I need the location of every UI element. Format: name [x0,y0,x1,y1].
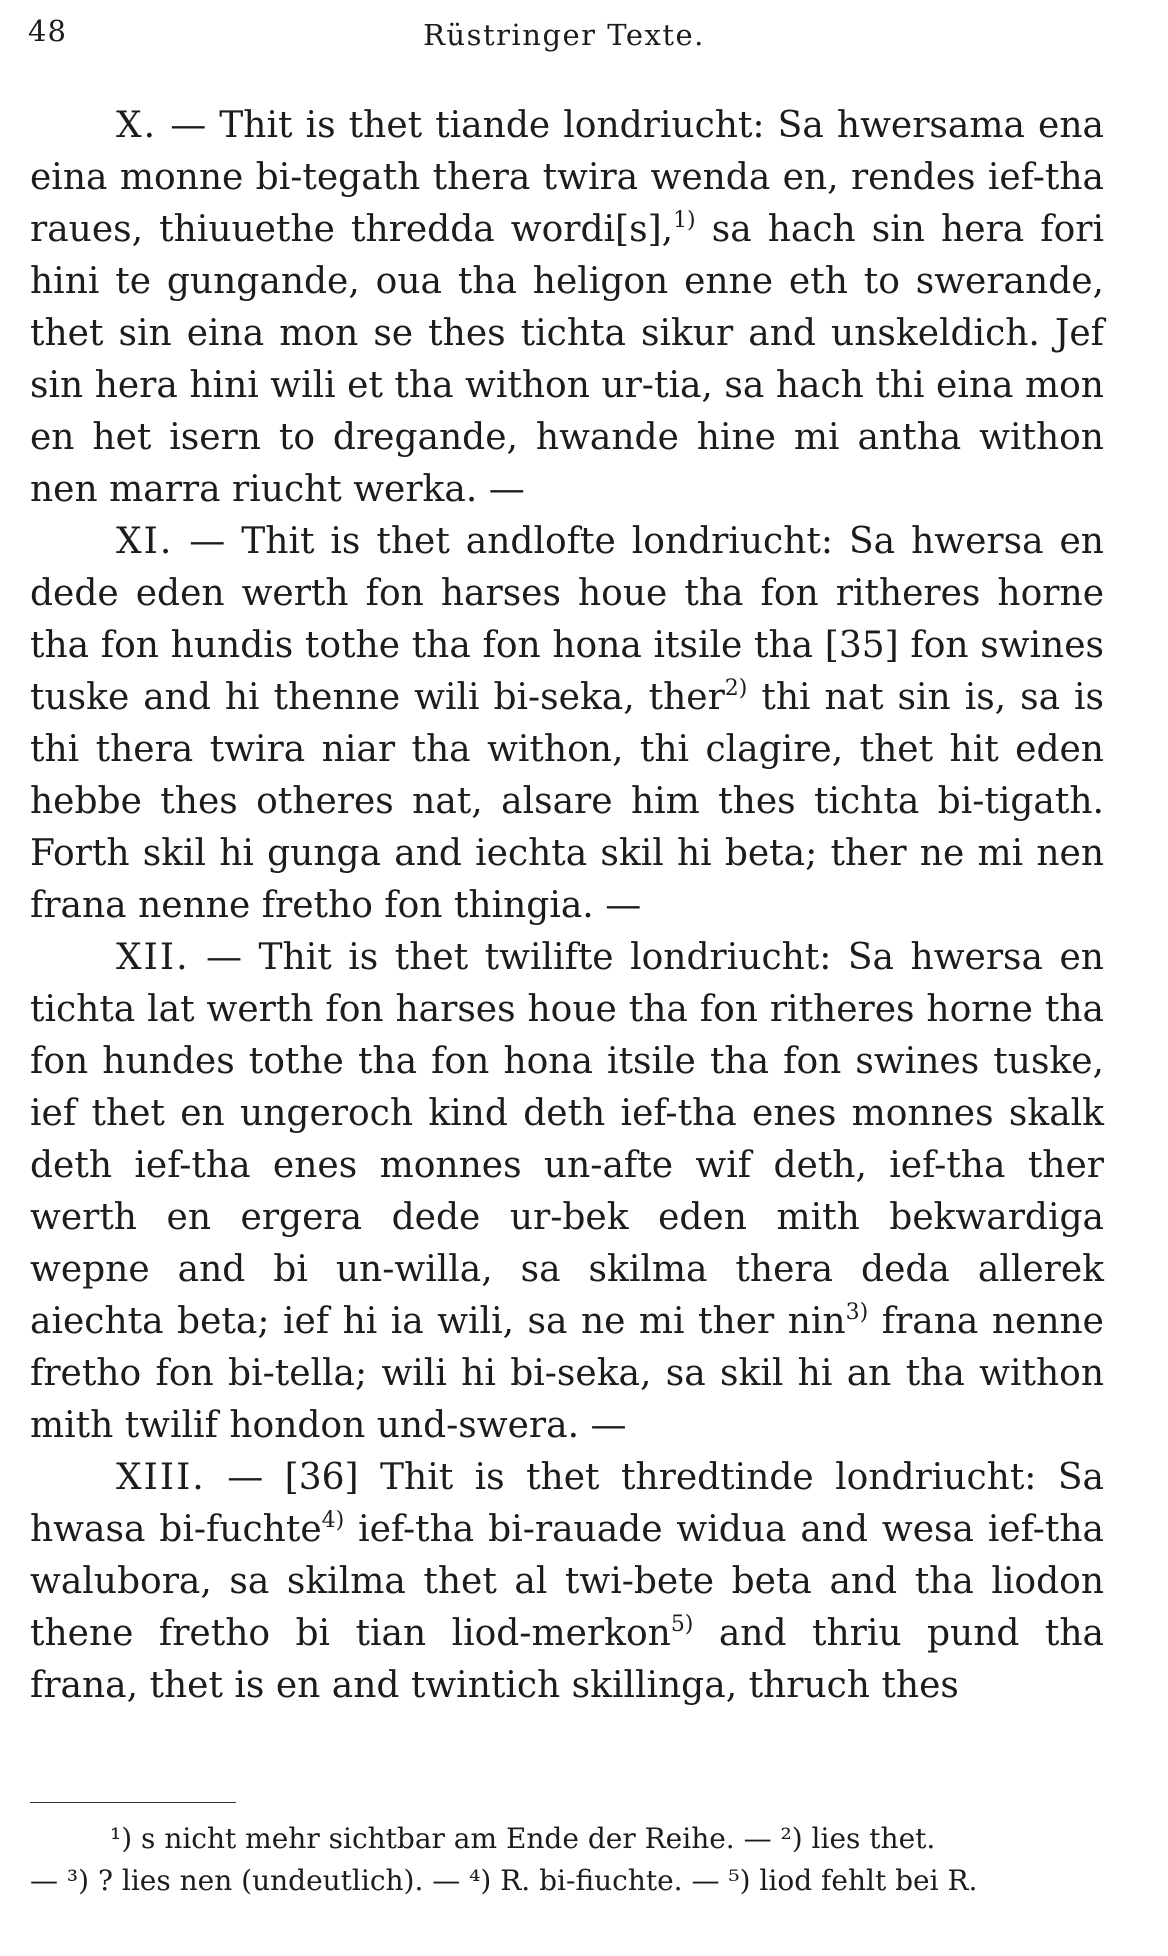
page-header [28,14,1100,54]
paragraph-text-continued: sa hach sin hera fori hini te gungande, oua tha heligon enne eth to swerande, thet sin eina mon se thes tichta sikur and unskeldich. Jef sin hera hini wili et tha withon ur-tia, sa hach thi eina mon en het isern to dregande, hwande hine mi antha withon nen marra riucht werka. — [30,209,1104,510]
footnote-mark: 4) [321,1508,345,1533]
footnotes [30,1818,1104,1902]
section-number: XII. [116,937,190,978]
paragraph-xii [30,932,1104,1452]
paragraph-text-continued: ief-tha bi-rauade widua and wesa ief-tha walubora, sa skilma thet al twi-bete beta and tha liodon thene fretho bi tian liod-merkon [30,1509,1104,1654]
paragraph-text: — Thit is thet tiande londriucht: Sa hwersama ena eina monne bi-tegath thera twira wenda en, rendes ief-tha raues, thiuuethe thredda wordi[s], [30,105,1104,250]
footnote-mark: 3) [845,1300,869,1325]
paragraph-text: — Thit is thet andlofte londriucht: Sa hwersa en dede eden werth fon harses houe tha fon ritheres horne tha fon hundis tothe tha fon hona itsile tha [35] fon swines tuske and hi thenne wili bi-seka, ther [30,521,1104,718]
footnote-divider [30,1802,236,1803]
paragraph-text-continued: and thriu pund tha frana, thet is en and twintich skillinga, thruch thes [30,1613,1105,1706]
paragraph-text-continued: frana nenne fretho fon bi-tella; wili hi bi-seka, sa skil hi an tha withon mith twilif hondon und-swera. — [30,1301,1104,1446]
footnote-mark: 1) [673,208,696,233]
page-number: 48 [28,14,67,48]
paragraph-xiii [30,1452,1104,1712]
running-title: Rüstringer Texte. [423,18,705,52]
footnote-mark: 5) [670,1612,694,1637]
paragraph-xi [30,516,1104,932]
paragraph-text: — Thit is thet twilifte londriucht: Sa hwersa en tichta lat werth fon harses houe tha fon ritheres horne tha fon hundes tothe tha fon hona itsile tha fon swines tuske, ief thet en ungeroch kind deth ief-tha enes monnes skalk deth ief-tha enes monnes un-afte wif deth, ief-tha ther werth en ergera dede ur-bek eden mith bekwardiga wepne and bi un-willa, sa skilma thera deda allerek aiechta beta; ief hi ia wili, sa ne mi ther nin [30,937,1104,1342]
section-number: XIII. [116,1457,206,1498]
body-text [30,100,1104,1712]
paragraph-x [30,100,1104,516]
footnote-mark: 2) [724,676,748,701]
paragraph-text-continued: thi nat sin is, sa is thi thera twira niar tha withon, thi clagire, thet hit eden hebbe thes otheres nat, alsare him thes tichta bi-tigath. Forth skil hi gunga and iechta skil hi beta; ther ne mi nen frana nenne fretho fon thingia. — [30,677,1104,926]
section-number: X. [116,105,158,146]
section-number: XI. [116,521,174,562]
footnote-line: ¹) s nicht mehr sichtbar am Ende der Reihe. — ²) lies thet. [110,1822,936,1855]
paragraph-text: — [36] Thit is thet thredtinde londriucht: Sa hwasa bi-fuchte [30,1457,1104,1550]
footnote-line: — ³) ? lies nen (undeutlich). — ⁴) R. bi-fiuchte. — ⁵) liod fehlt bei R. [30,1864,978,1897]
